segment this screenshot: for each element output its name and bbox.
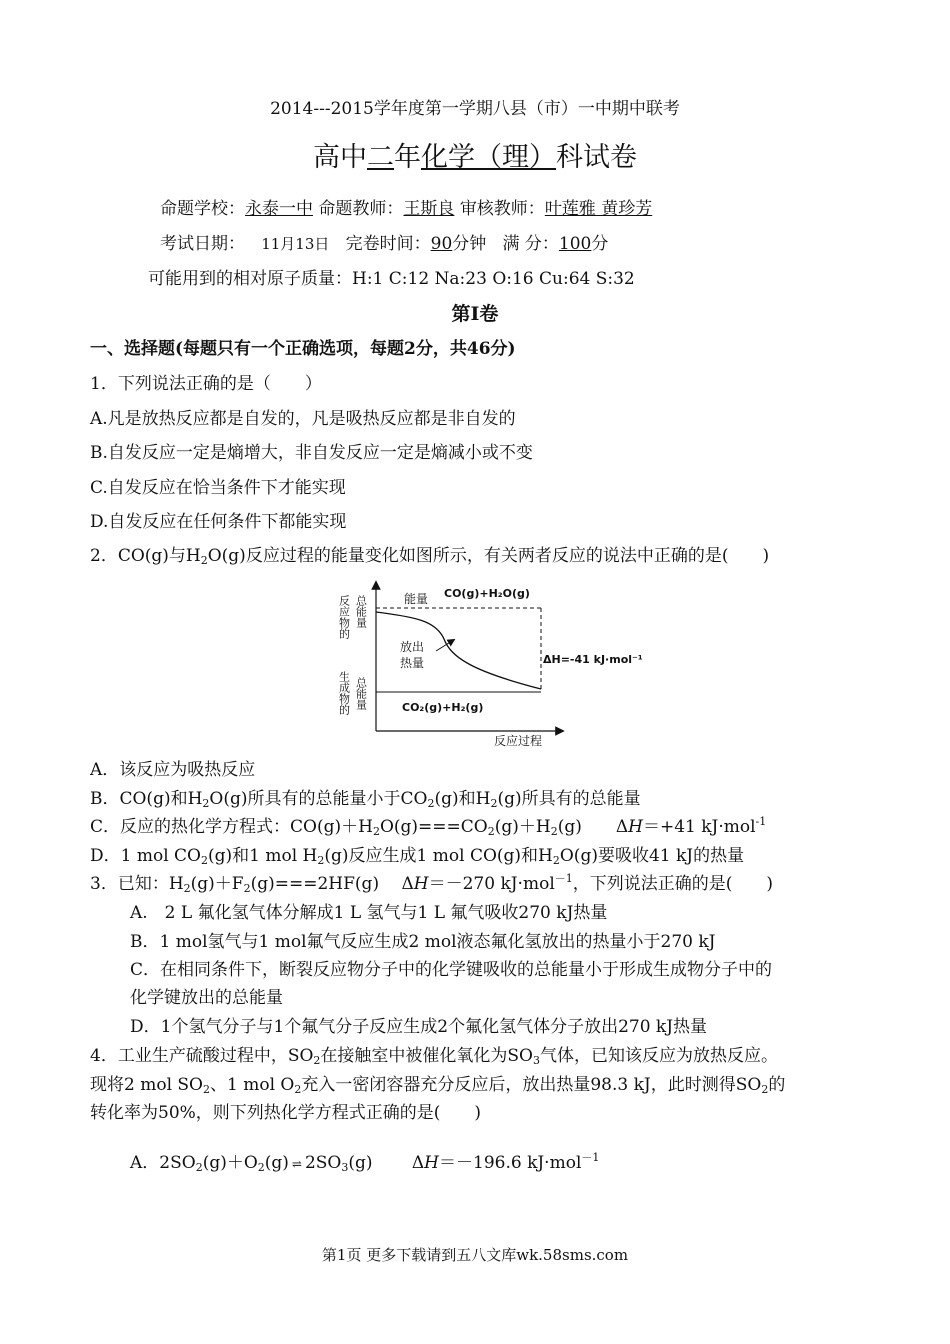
reactant-energy-label: [338, 595, 368, 639]
q4-option-a: A．$2SO_2(g)+O_2(g)$ ⇌ $2SO_3(g)$ ΔH＝－196.6 kJ·mol$^{-1}$: [130, 1151, 600, 1174]
q1-option-b: B.自发反应一定是熵增大，非自发反应一定是熵减小或不变: [90, 443, 533, 463]
q2-option-c: C．反应的热化学方程式：$CO(g)+H_2O(g)===CO_2(g)+H_2(g)$ ΔH＝+41 kJ·mol$^{-1}$: [90, 815, 767, 838]
q3-option-b: B．1 mol氢气与1 mol氟气反应生成2 mol液态氟化氢放出的热量小于270 kJ: [130, 932, 716, 952]
q1-option-c: C.自发反应在恰当条件下才能实现: [90, 478, 346, 498]
exam-meta-line: 考试日期： 11月13日 完卷时间：90分钟 满 分：100分: [160, 234, 609, 254]
reversible-arrow-icon: ⇌: [291, 1156, 302, 1171]
q2-stem: 2．CO(g)与$H_2O(g)$反应过程的能量变化如图所示，有关两者反应的说法中正确的是( ): [90, 546, 770, 567]
atomic-masses: 可能用到的相对原子质量：H:1 C:12 Na:23 O:16 Cu:64 S:32: [148, 269, 635, 289]
exam-subtitle: 2014---2015学年度第一学期八县（市）一中期中联考: [270, 99, 680, 119]
q3-stem: 3．已知：$H_2(g)+F_2(g)===2HF(g)$ ΔH＝－270 kJ·mol$^{-1}$，下列说法正确的是( ): [90, 872, 774, 895]
release-label-1: 放出: [400, 640, 425, 654]
q4-stem-line-3: 转化率为50%，则下列热化学方程式正确的是( ): [90, 1103, 482, 1123]
svg-text:生成物的: 生成物的: [337, 671, 351, 715]
q1-stem: 1．下列说法正确的是（ ）: [90, 374, 322, 394]
volume-title: 第I卷: [451, 303, 499, 325]
q4-stem-line-1: 4．工业生产硫酸过程中，$SO_2$在接触室中被催化氧化为$SO_3$气体，已知该反应为放热反应。: [90, 1046, 778, 1067]
reactants-formula: CO(g)+H₂O(g): [444, 587, 530, 600]
svg-text:反应物的: 反应物的: [337, 595, 351, 639]
x-axis-label: 反应过程: [494, 734, 543, 748]
svg-text:总能量: 总能量: [354, 677, 368, 710]
energy-label: 能量: [404, 592, 429, 606]
q3-option-d: D．1个氢气分子与1个氟气分子反应生成2个氟化氢气体分子放出270 kJ热量: [130, 1017, 708, 1037]
section-title: 一、选择题(每题只有一个正确选项，每题2分，共46分): [90, 339, 516, 359]
q3-option-c-cont: 化学键放出的总能量: [130, 988, 283, 1008]
author-line: 命题学校：永泰一中 命题教师：王斯良 审核教师：叶莲雅 黄珍芳: [160, 199, 653, 219]
page-footer: 第1页 更多下载请到五八文库wk.58sms.com: [321, 1246, 629, 1264]
exam-title: 高中二年化学（理）科试卷: [313, 142, 637, 173]
q3-option-c: C．在相同条件下，断裂反应物分子中的化学键吸收的总能量小于形成生成物分子中的: [130, 960, 773, 980]
svg-text:总能量: 总能量: [354, 595, 368, 628]
q2-option-b: B．CO(g)和$H_2O(g)$所具有的总能量小于$CO_2(g)$和$H_2(g)$所具有的总能量: [90, 789, 641, 810]
q1-option-a: A.凡是放热反应都是自发的，凡是吸热反应都是非自发的: [90, 409, 516, 429]
products-formula: CO₂(g)+H₂(g): [402, 701, 484, 714]
product-energy-label: [338, 670, 368, 715]
q2-option-a: A．该反应为吸热反应: [90, 760, 256, 780]
q3-option-a: A. 2 L 氟化氢气体分解成1 L 氢气与1 L 氟气吸收270 kJ热量: [130, 903, 608, 923]
q2-option-d: D．1 mol $CO_2(g)$和1 mol $H_2(g)$反应生成1 mol CO(g)和$H_2O(g)$要吸收41 kJ的热量: [90, 846, 745, 867]
delta-h-label: ΔH=-41 kJ·mol⁻¹: [543, 653, 643, 666]
energy-diagram: [336, 579, 666, 749]
q1-option-d: D.自发反应在任何条件下都能实现: [90, 512, 347, 532]
release-label-2: 热量: [400, 656, 425, 670]
q4-stem-line-2: 现将2 mol $SO_2$、1 mol $O_2$充入一密闭容器充分反应后，放出热量98.3 kJ，此时测得$SO_2$的: [90, 1075, 786, 1096]
